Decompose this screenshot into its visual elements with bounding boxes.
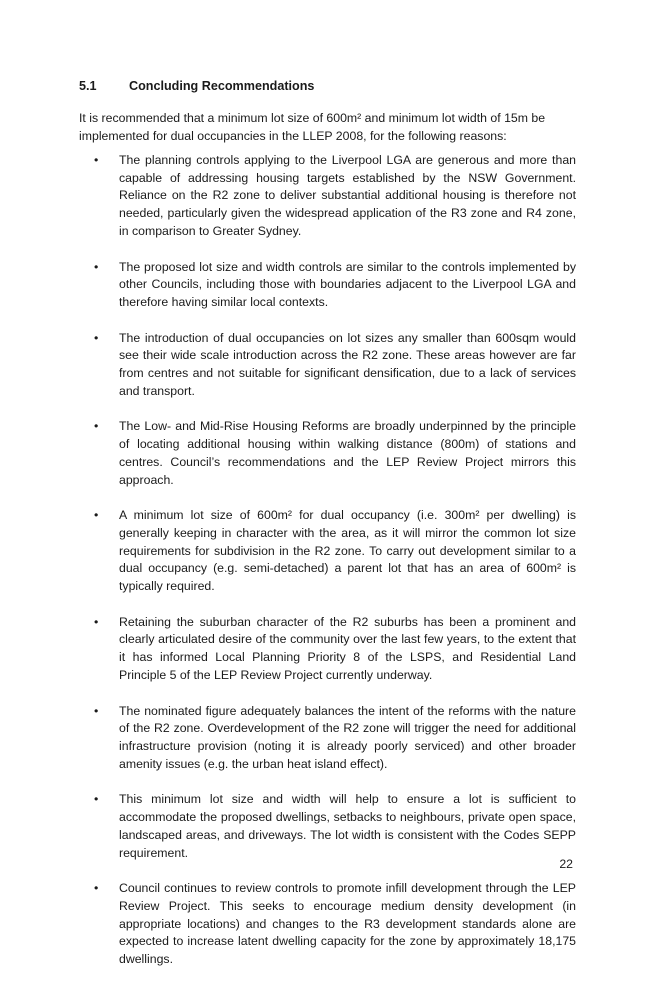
bullet-icon: • <box>94 259 99 274</box>
list-item <box>79 152 576 241</box>
bullet-icon: • <box>94 330 99 345</box>
list-item <box>79 330 576 401</box>
bullet-icon: • <box>94 614 99 629</box>
list-item <box>79 880 576 969</box>
bullet-icon: • <box>94 419 99 434</box>
recommendation-list <box>79 152 576 987</box>
list-item-text: The proposed lot size and width controls are similar to the controls implemented by other Councils, including those with boundaries adjacent to the Liverpool LGA and therefore having similar local contexts. <box>119 259 576 309</box>
section-title: Concluding Recommendations <box>129 79 315 93</box>
bullet-icon: • <box>94 881 99 896</box>
section-heading <box>79 79 314 93</box>
bullet-icon: • <box>94 153 99 167</box>
list-item <box>79 259 576 312</box>
section-number: 5.1 <box>79 79 97 93</box>
list-item-text: The nominated figure adequately balances the intent of the reforms with the nature of the R2 zone. Overdevelopment of the R2 zone will trigger the need for additional infrastructure provision (noting it is already poorly serviced) and other broader amenity issues (e.g. the urban heat island effect). <box>119 703 576 771</box>
list-item <box>79 791 576 862</box>
list-item-text: Retaining the suburban character of the R2 suburbs has been a prominent and clearly articulated desire of the community over the last few years, to the extent that it has informed Local Planning Priority 8 of the LSPS, and Residential Land Principle 5 of the LEP Review Project currently underway. <box>119 614 576 682</box>
list-item <box>79 418 576 489</box>
list-item <box>79 507 576 596</box>
list-item-text: A minimum lot size of 600m² for dual occupancy (i.e. 300m² per dwelling) is generally keeping in character with the area, as it will mirror the common lot size requirements for subdivision in the R2 zone. To carry out development similar to a dual occupancy (e.g. semi-detached) a parent lot that has an area of 600m² is typically required. <box>119 508 576 594</box>
bullet-icon: • <box>94 792 99 807</box>
intro-paragraph: It is recommended that a minimum lot size of 600m² and minimum lot width of 15m be implemented for dual occupancies in the LLEP 2008, for the following reasons: <box>79 111 546 143</box>
page-number: 22 <box>559 857 573 871</box>
list-item-text: The introduction of dual occupancies on lot sizes any smaller than 600sqm would see their wide scale introduction across the R2 zone. These areas however are far from centres and not suitable for significant densification, due to a lack of services and transport. <box>119 330 576 398</box>
list-item-text: Council continues to review controls to promote infill development through the LEP Review Project. This seeks to encourage medium density development (in appropriate locations) and changes to the R3 development standards alone are expected to increase latent dwelling capacity for the zone by approximately 18,175 dwellings. <box>119 881 576 967</box>
list-item-text: The planning controls applying to the Liverpool LGA are generous and more than capable of addressing housing targets established by the NSW Government. Reliance on the R2 zone to deliver substantial additional housing is therefore not needed, particularly given the widespread application of the R3 zone and R4 zone, in comparison to Greater Sydney. <box>119 153 576 238</box>
bullet-icon: • <box>94 508 99 523</box>
list-item-text: This minimum lot size and width will help to ensure a lot is sufficient to accommodate the proposed dwellings, setbacks to neighbours, private open space, landscaped areas, and driveways. The lot width is consistent with the Codes SEPP requirement. <box>119 792 576 860</box>
bullet-icon: • <box>94 703 99 718</box>
list-item <box>79 614 576 685</box>
list-item-text: The Low- and Mid-Rise Housing Reforms are broadly underpinned by the principle of locating additional housing within walking distance (800m) of stations and centres. Council’s recommendations and the LEP Review Project mirrors this approach. <box>119 419 576 487</box>
list-item <box>79 703 576 774</box>
